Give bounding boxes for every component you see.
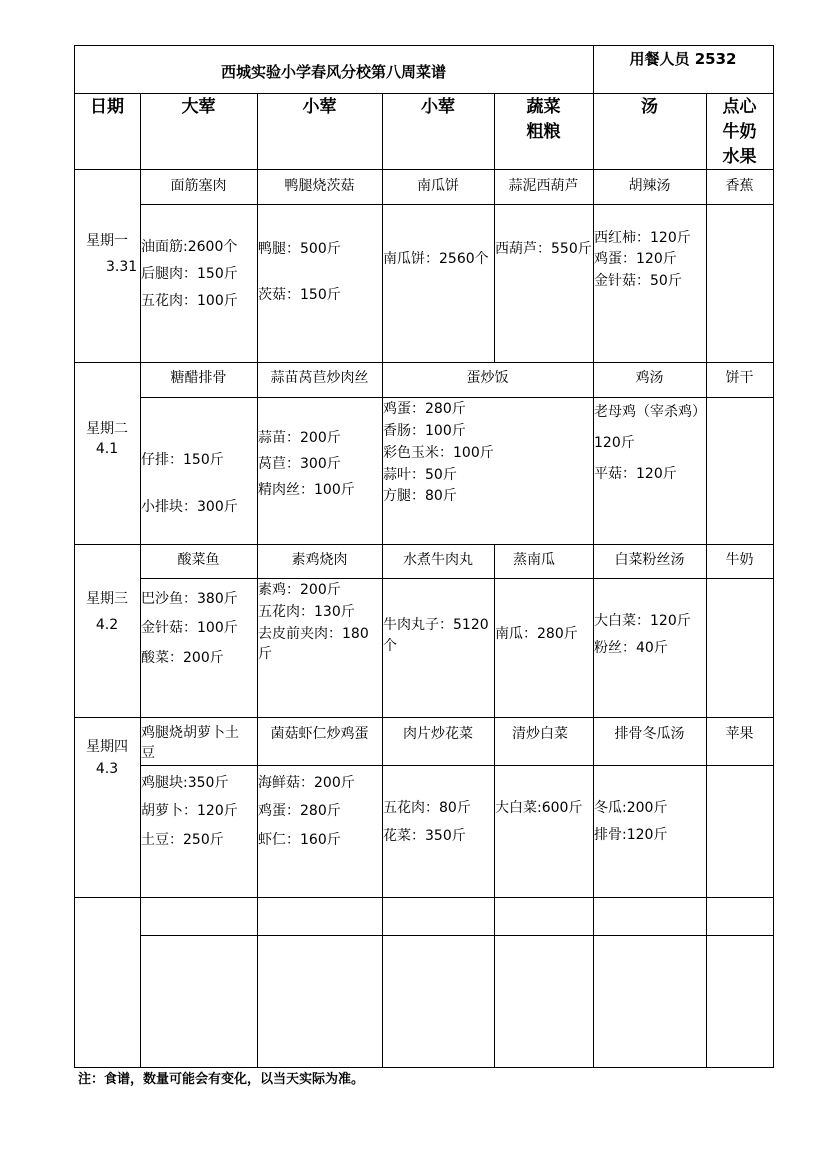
dish-name: 蒜泥西葫芦 — [508, 178, 579, 194]
day-date: 4.2 — [95, 617, 119, 633]
day-date: 4.3 — [95, 761, 119, 777]
ingredient: 鸡蛋：280斤 — [383, 401, 466, 417]
day-date: 3.31 — [106, 259, 138, 275]
dish-name: 蒸南瓜 — [513, 552, 555, 568]
day-date: 4.1 — [95, 441, 119, 457]
ingredient: 胡萝卜：120斤 — [141, 803, 238, 819]
header-snack: 点心 牛奶 水果 — [722, 97, 757, 167]
grid-line — [74, 544, 774, 545]
footnote: 注：食谱，数量可能会有变化，以当天实际为准。 — [78, 1072, 365, 1087]
ingredient: 方腿：80斤 — [383, 488, 457, 504]
day-label: 星期一 — [86, 233, 128, 249]
day-label: 星期三 — [86, 591, 128, 607]
dish-name: 菌菇虾仁炒鸡蛋 — [270, 726, 369, 742]
grid-line — [74, 45, 75, 1068]
ingredient: 去皮前夹肉：180 — [258, 626, 369, 642]
grid-line — [74, 45, 774, 46]
ingredient: 鸭腿：500斤 — [258, 241, 341, 257]
ingredient: 老母鸡（宰杀鸡） — [594, 404, 706, 420]
ingredient: 大白菜:600斤 — [495, 800, 583, 816]
dish-name: 苹果 — [725, 726, 754, 742]
ingredient: 土豆：250斤 — [141, 832, 224, 848]
ingredient: 酸菜：200斤 — [141, 650, 224, 666]
grid-line — [74, 717, 774, 718]
dish-name: 蒜苗莴苣炒肉丝 — [270, 370, 369, 386]
ingredient: 仔排：150斤 — [141, 452, 224, 468]
grid-line — [140, 765, 774, 766]
ingredient: 南瓜饼：2560个 — [383, 251, 489, 267]
ingredient: 后腿肉：150斤 — [141, 266, 238, 282]
dish-name: 香蕉 — [725, 178, 754, 194]
dish-name: 糖醋排骨 — [170, 370, 227, 386]
dish-name: 水煮牛肉丸 — [403, 552, 473, 568]
ingredient: 五花肉：80斤 — [383, 800, 471, 816]
dish-name: 鸭腿烧茨菇 — [284, 178, 355, 194]
ingredient: 冬瓜:200斤 — [594, 800, 668, 816]
ingredient: 海鲜菇：200斤 — [258, 775, 355, 791]
ingredient: 斤 — [258, 646, 272, 662]
grid-line — [74, 93, 774, 94]
ingredient: 西红柿：120斤 — [594, 230, 691, 246]
grid-line — [140, 935, 774, 936]
dish-name: 排骨冬瓜汤 — [614, 726, 685, 742]
dish-name: 南瓜饼 — [417, 178, 459, 194]
ingredient: 蒜苗：200斤 — [258, 430, 341, 446]
header-main-meat: 大荤 — [181, 97, 216, 117]
grid-line — [74, 897, 774, 898]
ingredient: 南瓜：280斤 — [495, 626, 578, 642]
page-title: 西城实验小学春风分校第八周菜谱 — [220, 63, 446, 81]
grid-line — [773, 45, 774, 1068]
ingredient: 牛肉丸子：5120 — [383, 617, 489, 633]
grid-line — [74, 169, 774, 170]
header-small-meat-2: 小荤 — [421, 97, 455, 117]
dish-name: 胡辣汤 — [628, 178, 671, 194]
ingredient: 虾仁：160斤 — [258, 832, 341, 848]
ingredient: 素鸡：200斤 — [258, 582, 341, 598]
ingredient: 巴沙鱼：380斤 — [141, 591, 238, 607]
dish-name: 鸡腿烧胡萝卜土 豆 — [141, 725, 239, 761]
grid-line — [140, 578, 774, 579]
header-date: 日期 — [90, 97, 124, 117]
ingredient: 西葫芦：550斤 — [495, 241, 592, 257]
ingredient: 五花肉：100斤 — [141, 293, 238, 309]
ingredient: 120斤 — [594, 435, 635, 451]
grid-line — [706, 93, 707, 1068]
dish-name: 清炒白菜 — [512, 726, 568, 742]
ingredient: 鸡腿块:350斤 — [141, 775, 229, 791]
ingredient: 五花肉：130斤 — [258, 604, 355, 620]
ingredient: 茨菇：150斤 — [258, 287, 341, 303]
day-label: 星期四 — [86, 739, 128, 755]
ingredient: 排骨:120斤 — [594, 827, 668, 843]
day-label: 星期二 — [86, 421, 128, 437]
ingredient: 彩色玉米：100斤 — [383, 445, 494, 461]
ingredient: 蒜叶：50斤 — [383, 467, 457, 483]
ingredient: 平菇：120斤 — [594, 466, 677, 482]
ingredient: 油面筋:2600个 — [141, 239, 238, 255]
dish-name: 酸菜鱼 — [177, 552, 220, 568]
ingredient: 鸡蛋：280斤 — [258, 803, 341, 819]
grid-line — [74, 1067, 774, 1068]
ingredient: 金针菇：100斤 — [141, 620, 238, 636]
dish-name: 蛋炒饭 — [466, 370, 509, 386]
header-soup: 汤 — [641, 97, 658, 117]
dish-name: 素鸡烧肉 — [291, 552, 348, 568]
ingredient: 金针菇：50斤 — [594, 273, 682, 289]
grid-line — [74, 362, 774, 363]
diners-count: 用餐人员 2532 — [629, 50, 737, 68]
ingredient: 精肉丝：100斤 — [258, 482, 355, 498]
ingredient: 莴苣：300斤 — [258, 456, 341, 472]
ingredient: 花菜：350斤 — [383, 828, 466, 844]
header-small-meat-1: 小荤 — [302, 97, 337, 117]
ingredient: 鸡蛋：120斤 — [594, 251, 677, 267]
ingredient: 大白菜：120斤 — [594, 613, 691, 629]
ingredient: 小排块：300斤 — [141, 499, 238, 515]
dish-name: 饼干 — [725, 370, 754, 386]
dish-name: 肉片炒花菜 — [403, 726, 473, 742]
grid-line — [140, 204, 774, 205]
ingredient: 香肠：100斤 — [383, 423, 466, 439]
grid-line — [382, 93, 383, 1068]
dish-name: 白菜粉丝汤 — [614, 552, 685, 568]
ingredient: 个 — [383, 638, 397, 654]
dish-name: 面筋塞肉 — [170, 178, 227, 194]
header-vegetable: 蔬菜 粗粮 — [526, 97, 561, 142]
dish-name: 牛奶 — [725, 552, 754, 568]
ingredient: 粉丝：40斤 — [594, 640, 668, 656]
dish-name: 鸡汤 — [635, 370, 664, 386]
